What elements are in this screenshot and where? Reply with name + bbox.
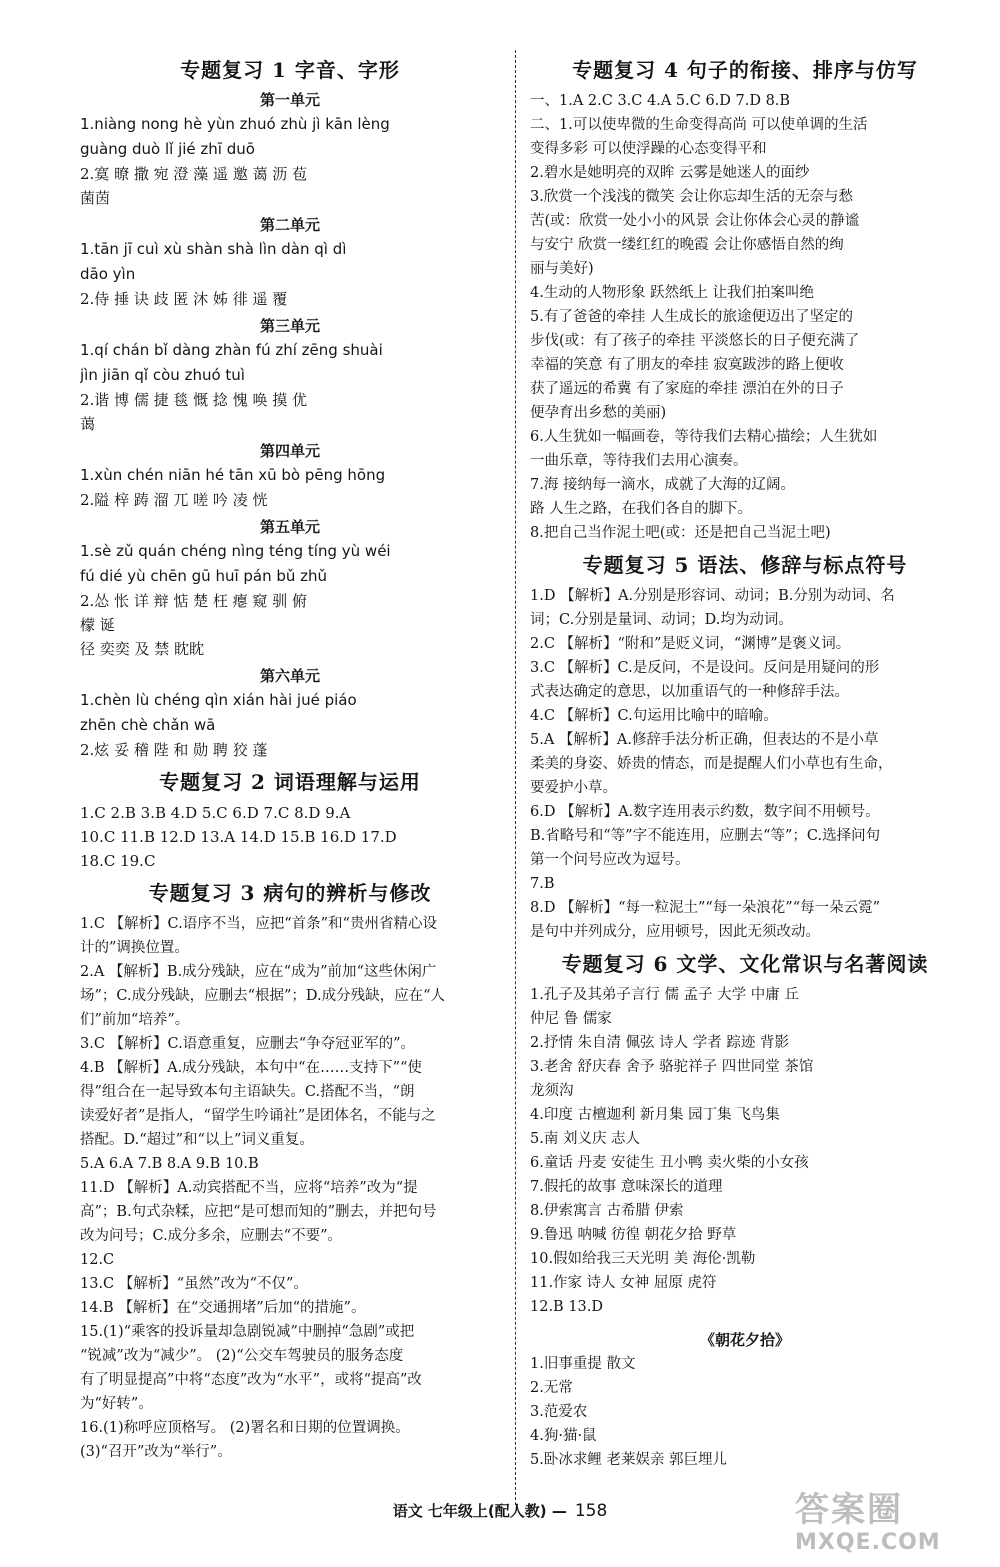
answer-line: 读爱好者”是指人，“留学生吟诵社”是团体名，不能与之 [80, 1108, 436, 1124]
unit-title-1: 第一单元 [259, 91, 320, 109]
answer-line: 5.A 【解析】A.修辞手法分析正确，但表达的不是小草 [530, 732, 879, 748]
section-title-5: 专题复习 5 语法、修辞与标点符号 [582, 553, 908, 577]
answer-line: 8.把自己当作泥土吧(或：还是把自己当泥土吧) [530, 525, 831, 541]
answer-line: 7.海 接纳每一滴水，成就了大海的辽阔。 [530, 477, 795, 493]
answer-line: 1.D 【解析】A.分别是形容词、动词；B.分别为动词、名 [530, 588, 895, 604]
answer-line: 丽与美好) [530, 261, 594, 277]
answer-line: 4.生动的人物形象 跃然纸上 让我们拍案叫绝 [530, 285, 815, 301]
answer-line: 4.狗·猫·鼠 [530, 1428, 597, 1444]
unit-title-3: 第三单元 [259, 317, 320, 335]
section-title-4: 专题复习 4 句子的衔接、排序与仿写 [572, 58, 918, 82]
right-column [530, 50, 960, 1472]
answer-line: 1.sè zǔ quán chéng nìng téng tíng yù wéi [80, 542, 391, 560]
answer-line: 2.炫 妥 稽 陛 和 勋 聘 狡 蓬 [80, 741, 268, 759]
answer-line: 5.卧冰求鲤 老莱娱亲 郭巨埋儿 [530, 1452, 728, 1468]
answer-line: 15.(1)“乘客的投诉量却急剧锐减”中删掉“急剧”或把 [80, 1324, 415, 1340]
watermark-url: MXQE.COM [795, 1530, 941, 1555]
answer-line: 苦(或：欣赏一处小小的风景 会让你体会心灵的静谧 [530, 213, 860, 229]
answer-line: 便孕育出乡愁的美丽) [530, 405, 667, 421]
section-title-3: 专题复习 3 病句的辨析与修改 [148, 881, 432, 905]
answer-line: 2.隘 梓 踌 溜 兀 嗟 吟 凌 恍 [80, 491, 268, 509]
answer-line: 柔美的身姿、娇贵的情态，而是提醒人们小草也有生命， [530, 756, 893, 772]
answer-line: B.省略号和“等”字不能连用，应删去“等”；C.选择问句 [530, 828, 881, 844]
answer-line: 式表达确定的意思，以加重语气的一种修辞手法。 [530, 684, 849, 700]
watermark-text: 答案圈 [795, 1490, 903, 1530]
answer-line: 2.A 【解析】B.成分残缺，应在“成为”前加“这些休闲广 [80, 964, 437, 980]
answer-line: guàng duò lǐ jié zhī duō [80, 140, 255, 158]
answer-line: 菌茵 [80, 189, 111, 207]
unit-title-2: 第二单元 [259, 216, 320, 234]
answer-line: dāo yìn [80, 265, 136, 283]
answer-line: 为“好转”。 [80, 1396, 153, 1412]
answer-line: 1.孔子及其弟子言行 儒 孟子 大学 中庸 丘 [530, 987, 799, 1003]
answer-line: 一、1.A 2.C 3.C 4.A 5.C 6.D 7.D 8.B [530, 93, 791, 109]
unit-title-6: 第六单元 [259, 667, 320, 685]
section-title-1: 专题复习 1 字音、字形 [180, 58, 400, 82]
answer-line: 与安宁 欣赏一缕红红的晚霞 会让你感悟自然的绚 [530, 237, 844, 253]
section-title-7: 《朝花夕拾》 [699, 1331, 790, 1349]
answer-line: 1.qí chán bǐ dàng zhàn fú zhí zēng shuài [80, 341, 383, 359]
answer-line: 14.B 【解析】在“交通拥堵”后加“的措施”。 [80, 1300, 366, 1316]
answer-line: 11.作家 诗人 女神 屈原 虎符 [530, 1275, 717, 1291]
footer-label: 语文 七年级上(配人教) — [392, 1502, 567, 1520]
answer-line: 1.xùn chén niān hé tān xū bò pēng hōng [80, 466, 386, 484]
answer-line: 6.童话 丹麦 安徒生 丑小鸭 卖火柴的小女孩 [530, 1155, 809, 1171]
answer-line: “锐减”改为“减少”。 (2)“公交车驾驶员的服务态度 [80, 1348, 404, 1364]
answer-line: 5.南 刘义庆 志人 [530, 1131, 641, 1147]
answer-line: 仲尼 鲁 儒家 [530, 1011, 612, 1027]
answer-line: 2.怂 怅 详 辩 惦 楚 枉 瘪 窥 驯 俯 [80, 592, 307, 610]
answer-line: 一曲乐章，等待我们去用心演奏。 [530, 453, 748, 469]
answer-line: 4.B 【解析】A.成分残缺，本句中“在……支持下”“使 [80, 1060, 422, 1076]
answer-line: 12.C [80, 1252, 115, 1268]
answer-line: 3.范爱农 [530, 1404, 588, 1420]
answer-line: 变得多彩 可以使浮躁的心态变得平和 [530, 141, 767, 157]
answer-line: 3.C 【解析】C.是反问，不是设问。反问是用疑问的形 [530, 660, 880, 676]
answer-line: 5.有了爸爸的牵挂 人生成长的旅途便迈出了坚定的 [530, 309, 853, 325]
answer-line: 2.碧水是她明亮的双眸 云雾是她迷人的面纱 [530, 165, 810, 181]
answer-line: 2.侍 捶 诀 歧 匿 沐 姊 徘 遥 覆 [80, 290, 288, 308]
answer-line: 获了遥远的希冀 有了家庭的牵挂 漂泊在外的日子 [530, 381, 844, 397]
answer-line: 们”前加“培养”。 [80, 1012, 190, 1028]
answer-line: 龙须沟 [530, 1083, 574, 1099]
answer-line: 5.A 6.A 7.B 8.A 9.B 10.B [80, 1156, 259, 1172]
answer-line: 1.C 2.B 3.B 4.D 5.C 6.D 7.C 8.D 9.A [80, 804, 351, 822]
answer-line: 搭配。D.“超过”和“以上”词义重复。 [80, 1132, 314, 1148]
answer-line: 1.C 【解析】C.语序不当，应把“首条”和“贵州省精心设 [80, 916, 437, 932]
answer-line: 幸福的笑意 有了朋友的牵挂 寂寞跋涉的路上便收 [530, 357, 844, 373]
answer-line: 高”；B.句式杂糅，应把“是可想而知的”删去，并把句号 [80, 1204, 437, 1220]
answer-line: 步伐(或：有了孩子的牵挂 平淡悠长的日子便充满了 [530, 333, 860, 349]
answer-line: 1.旧事重提 散文 [530, 1356, 636, 1372]
answer-line: 计的”调换位置。 [80, 940, 189, 956]
answer-line: 3.C 【解析】C.语意重复，应删去“争夺冠亚军的”。 [80, 1036, 416, 1052]
answer-line: 得”组合在一起导致本句主语缺失。C.搭配不当，“朗 [80, 1084, 415, 1100]
answer-line: 4.印度 古檀迦利 新月集 园丁集 飞鸟集 [530, 1107, 780, 1123]
answer-line: 有了明显提高”中将“态度”改为“水平”，或将“提高”改 [80, 1372, 422, 1388]
answer-line: 10.假如给我三天光明 美 海伦·凯勒 [530, 1251, 756, 1267]
answer-line: 2.抒情 朱自清 佩弦 诗人 学者 踪迹 背影 [530, 1035, 789, 1051]
answer-line: 要爱护小草。 [530, 780, 617, 796]
unit-title-4: 第四单元 [259, 442, 320, 460]
watermark-logo [795, 1490, 985, 1560]
answer-line: 路 人生之路，在我们各自的脚下。 [530, 501, 753, 517]
answer-line: 18.C 19.C [80, 852, 156, 870]
answer-line: 檬 诞 [80, 616, 115, 634]
answer-line: (3)“召开”改为“举行”。 [80, 1444, 232, 1460]
answer-line: 径 奕奕 及 禁 眈眈 [80, 640, 205, 658]
answer-line: 场”；C.成分残缺，应删去“根据”；D.成分残缺，应在“人 [80, 988, 446, 1004]
answer-line: 2.谐 博 儒 捷 毯 慨 捻 愧 唤 摸 优 [80, 391, 307, 409]
answer-line: 6.D 【解析】A.数字连用表示约数，数字间不用顿号。 [530, 804, 880, 820]
answer-line: jìn jiān qǐ còu zhuó tuì [80, 366, 245, 384]
answer-line: 2.C 【解析】“附和”是贬义词，“渊博”是褒义词。 [530, 636, 851, 652]
unit-title-5: 第五单元 [259, 518, 320, 536]
answer-line: 3.欣赏一个浅浅的微笑 会让你忘却生活的无奈与愁 [530, 189, 853, 205]
answer-line: 1.tān jī cuì xù shàn shà lìn dàn qì dì [80, 240, 347, 258]
answer-line: 是句中并列成分，应用顿号，因此无须改动。 [530, 924, 820, 940]
answer-line: 1.chèn lù chéng qìn xián hài jué piáo [80, 691, 357, 709]
answer-line: zhēn chè chǎn wā [80, 716, 216, 734]
answer-line: 4.C 【解析】C.句运用比喻中的暗喻。 [530, 708, 778, 724]
section-title-6: 专题复习 6 文学、文化常识与名著阅读 [561, 952, 929, 976]
answer-line: 6.人生犹如一幅画卷，等待我们去精心描绘；人生犹如 [530, 429, 878, 445]
answer-line: 12.B 13.D [530, 1299, 604, 1315]
answer-line: 词；C.分别是量词、动词；D.均为动词。 [530, 612, 793, 628]
answer-line: 7.假托的故事 意味深长的道理 [530, 1179, 723, 1195]
left-column [80, 50, 500, 1464]
answer-line: 16.(1)称呼应顶格写。 (2)署名和日期的位置调换。 [80, 1420, 410, 1436]
answer-line: 9.鲁迅 呐喊 彷徨 朝花夕拾 野草 [530, 1227, 737, 1243]
answer-line: 改为问号；C.成分多余，应删去“不要”。 [80, 1228, 343, 1244]
answer-line: 7.B [530, 876, 555, 892]
answer-line: 8.D 【解析】“每一粒泥土”“每一朵浪花”“每一朵云霓” [530, 900, 881, 916]
answer-line: 8.伊索寓言 古希腊 伊索 [530, 1203, 684, 1219]
section-title-2: 专题复习 2 词语理解与运用 [159, 770, 421, 794]
page-number: 158 [574, 1501, 608, 1521]
answer-line: 蔼 [80, 415, 96, 433]
column-divider [515, 50, 516, 1505]
answer-line: 13.C 【解析】“虽然”改为“不仅”。 [80, 1276, 308, 1292]
answer-line: 2.无常 [530, 1380, 573, 1396]
answer-line: 10.C 11.B 12.D 13.A 14.D 15.B 16.D 17.D [80, 828, 397, 846]
answer-line: 2.寞 暸 撒 宛 澄 藻 遥 邀 蔼 沥 苞 [80, 165, 307, 183]
answer-line: fú dié yù chēn gū huī pán bǔ zhǔ [80, 567, 328, 585]
answer-line: 3.老舍 舒庆春 舍予 骆驼祥子 四世同堂 茶馆 [530, 1059, 814, 1075]
answer-line: 第一个问号应改为逗号。 [530, 852, 690, 868]
answer-line: 11.D 【解析】A.动宾搭配不当，应将“培养”改为“提 [80, 1180, 418, 1196]
answer-line: 1.niàng nong hè yùn zhuó zhù jì kān lèng [80, 115, 390, 133]
answer-line: 二、1.可以使卑微的生命变得高尚 可以使单调的生活 [530, 117, 868, 133]
